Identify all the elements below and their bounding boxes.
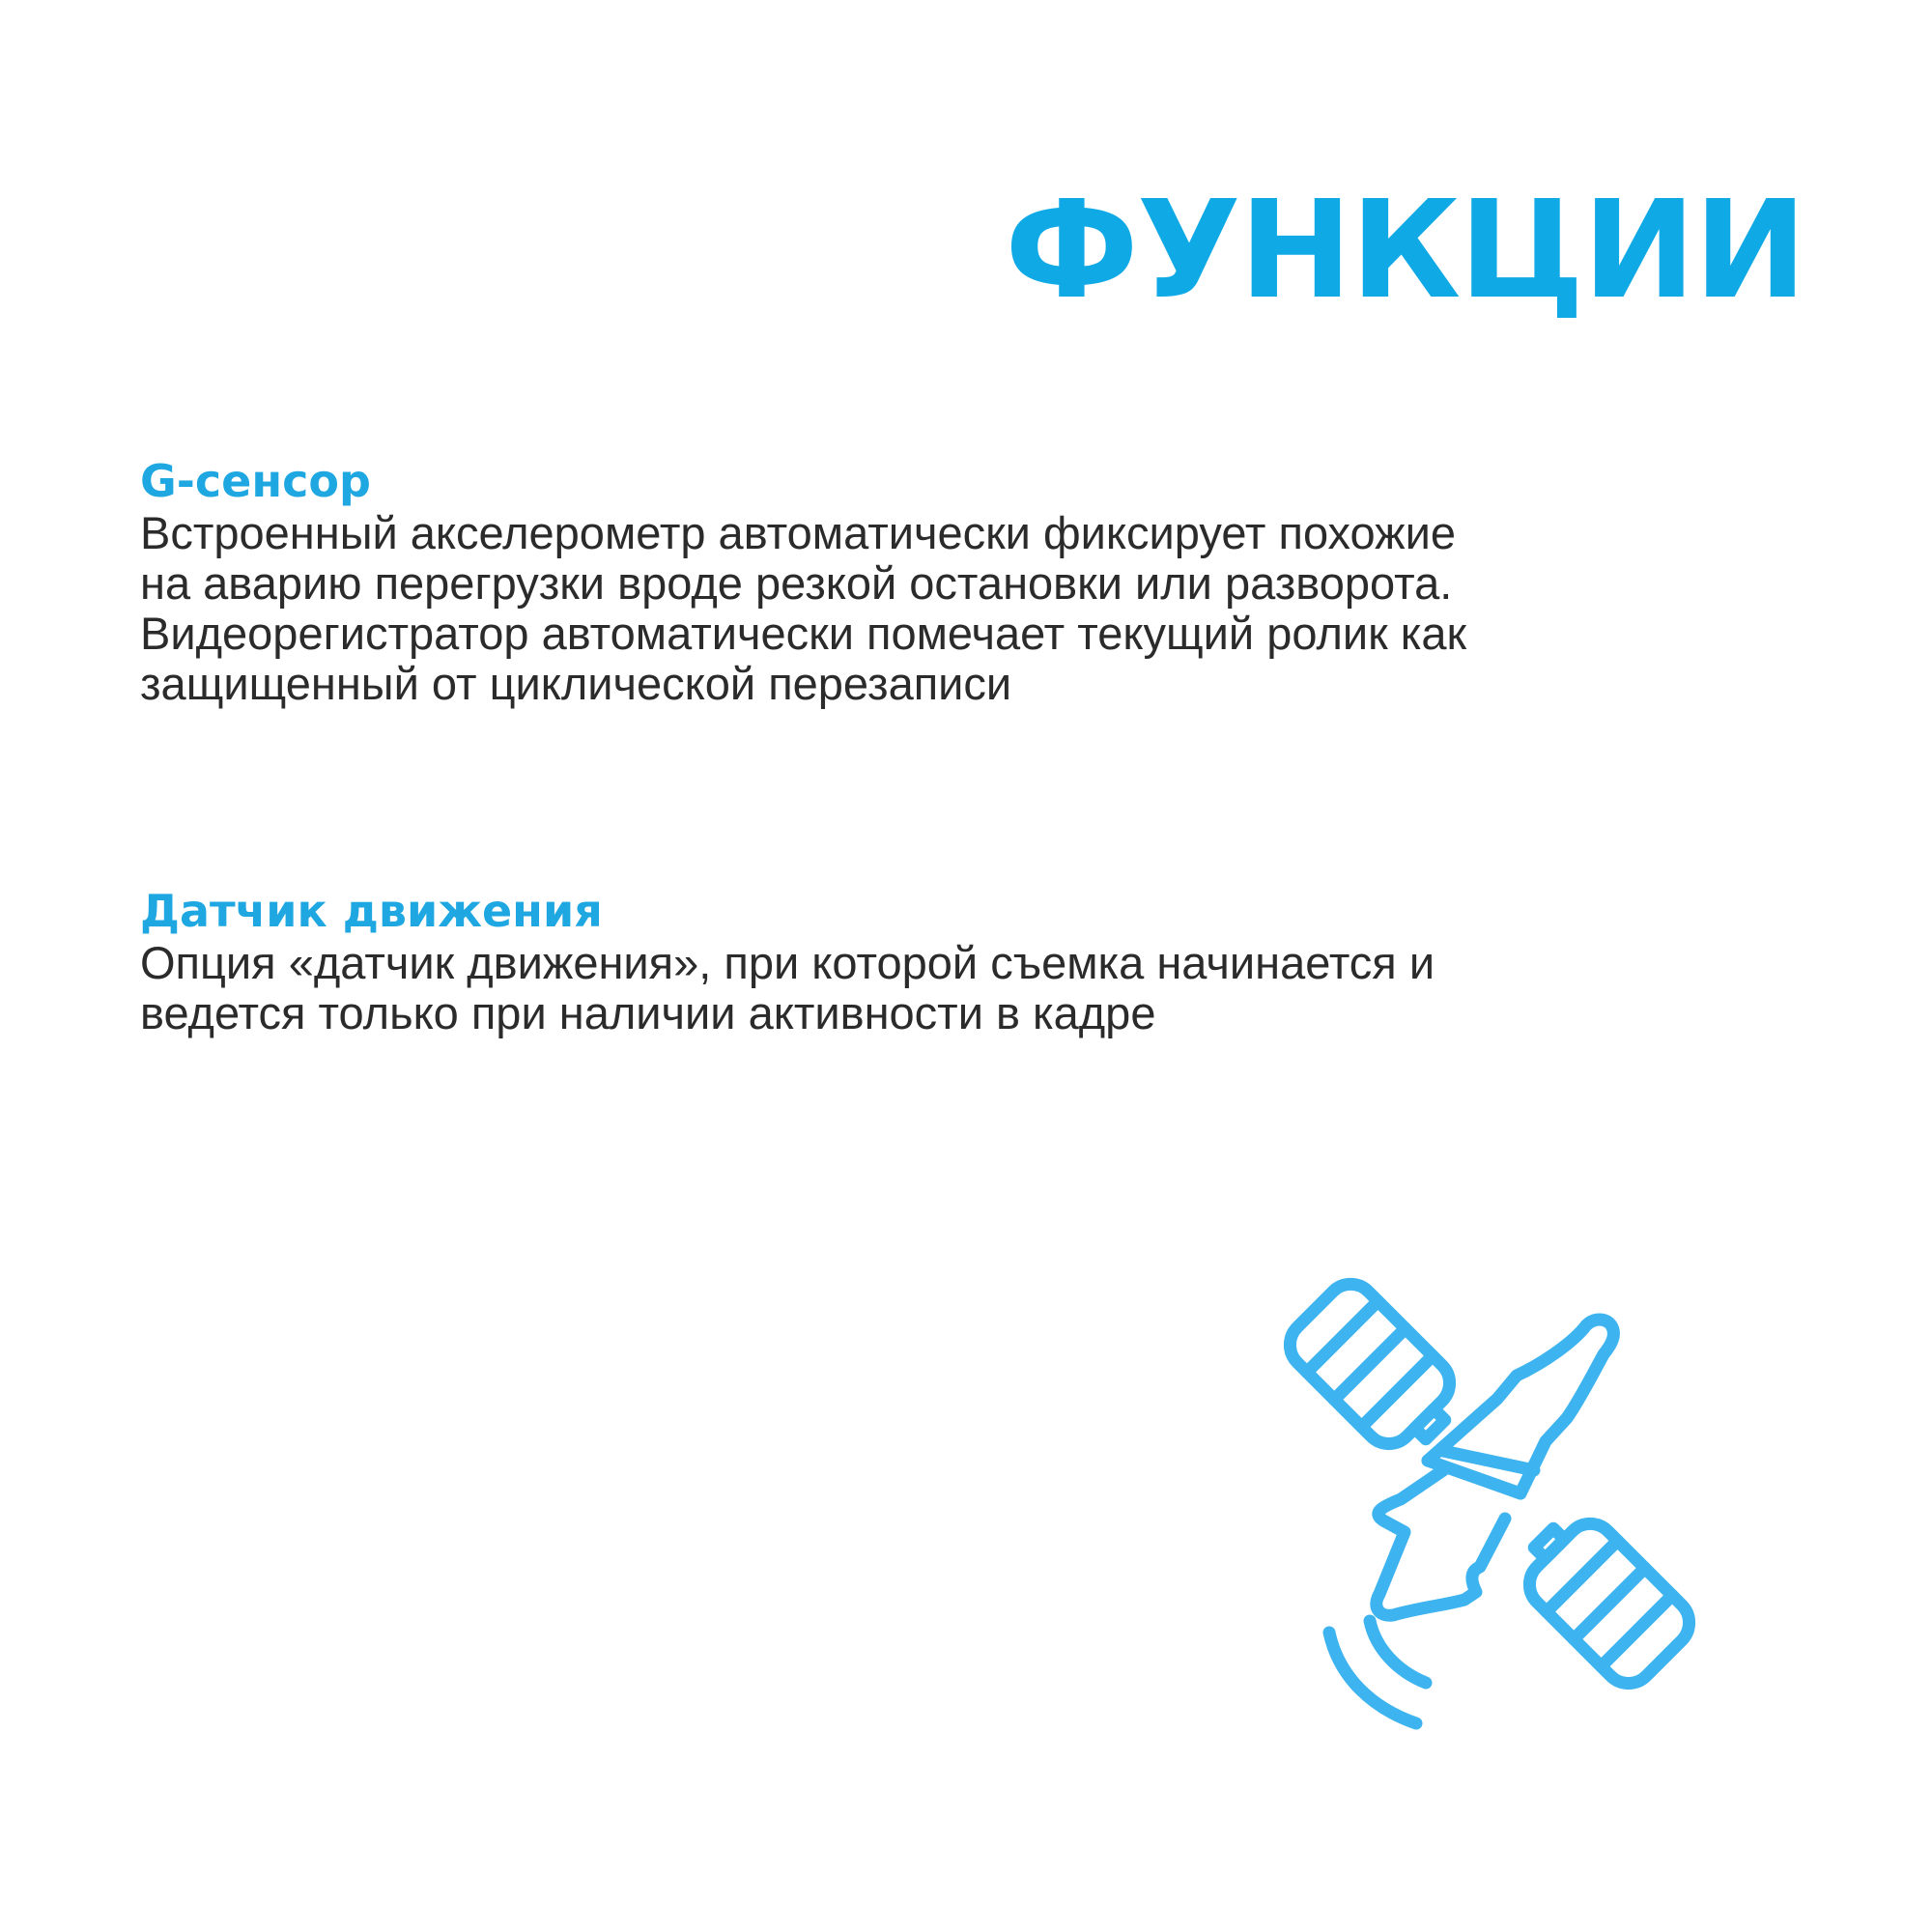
page-title: ФУНКЦИИ [1005,172,1805,329]
feature-g-sensor [140,454,1647,709]
feature-description: Встроенный акселерометр автоматически фиксирует похожие на аварию перегрузки вроде резкой остановки или разворота. Видеорегистратор автоматически помечает текущий ролик как защищенный от циклической перезаписи [140,507,1467,709]
satellite-icon [1227,1217,1748,1739]
feature-heading: G-сенсор [140,455,371,507]
feature-heading: Датчик движения [140,885,603,937]
feature-description: Опция «датчик движения», при которой съемка начинается и ведется только при наличии активности в кадре [140,937,1435,1038]
feature-motion-sensor [140,884,1647,1038]
